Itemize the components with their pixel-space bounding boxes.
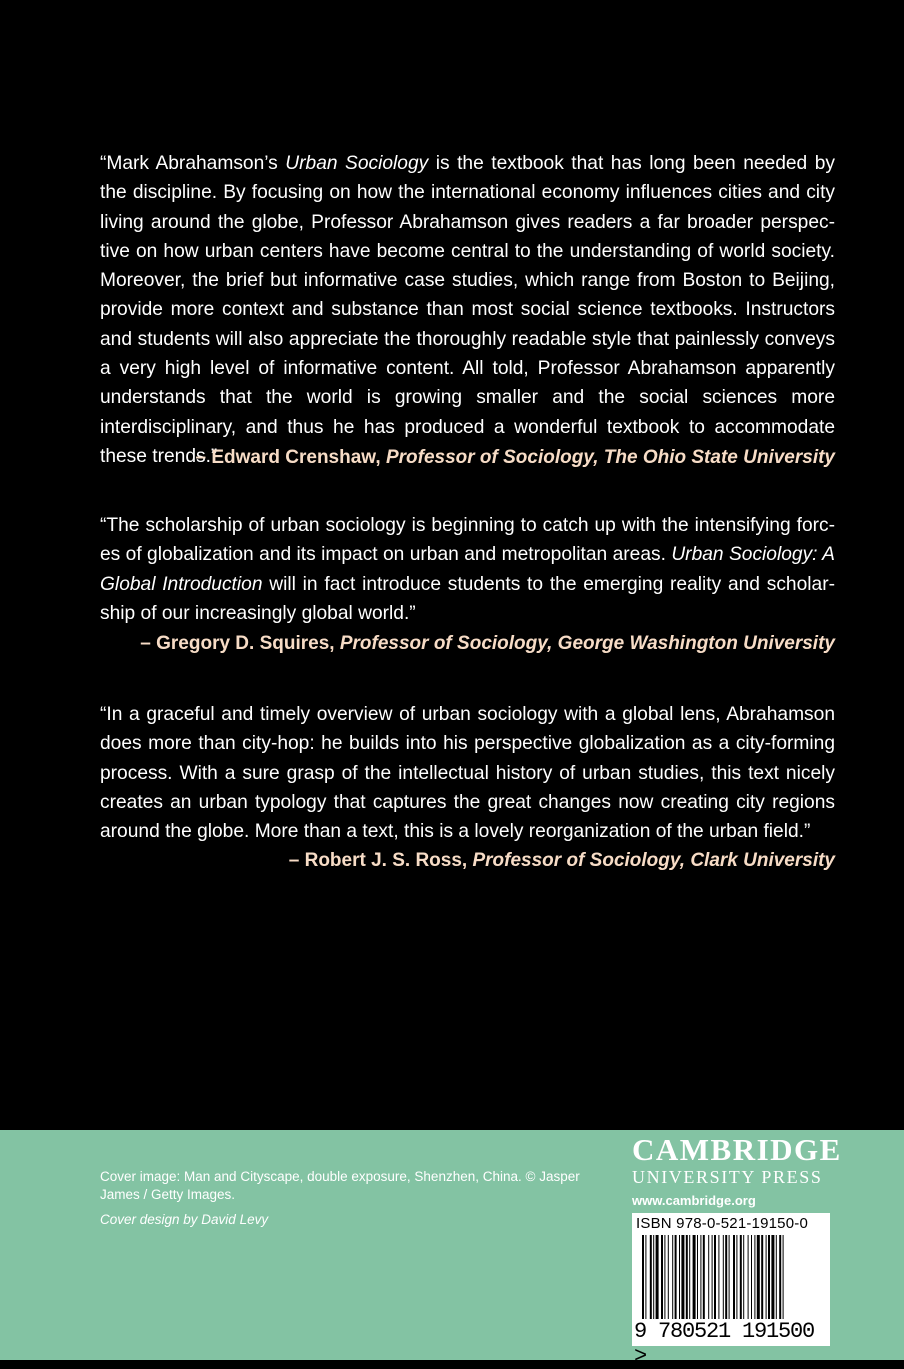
- publisher-subname: UNIVERSITY PRESS: [632, 1167, 823, 1187]
- publisher-logo: [632, 1132, 842, 1208]
- quote-text: “Mark Abrahamson’s: [100, 153, 286, 174]
- attribution-affiliation: Professor of Sociology, George Washington University: [339, 633, 835, 654]
- isbn-label: ISBN 978-0-521-19150-0: [636, 1215, 809, 1232]
- attribution-affiliation: Professor of Sociology, The Ohio State University: [385, 447, 835, 468]
- quote-crenshaw: [100, 149, 835, 471]
- quote-text: will in fact introduce students to the emerging reality and scholarship of our increasingly global world.”: [100, 573, 835, 624]
- attribution-author: – Edward Crenshaw,: [195, 447, 381, 468]
- quote-squires: [100, 511, 835, 628]
- quote-text: is the textbook that has long been needed by the discipline. By focusing on how the international economy influences cities and city living around the globe, Professor Abrahamson gives readers a far broader perspective on how urban centers have become central to the understanding of world society. Moreover, the brief but informative case studies, which range from Boston to Beijing, provide more context and substance than most social science textbooks. Instructors and students will also appreciate the thoroughly readable style that painlessly conveys a very high level of informative content. All told, Professor Abrahamson apparently understands that the world is growing smaller and the social sciences more interdisciplinary, and thus he has produced a wonderful textbook to accommodate these trends.”: [100, 153, 835, 467]
- quote-book-title: Urban Sociology: A Global Introduction: [100, 544, 835, 595]
- isbn-barcode: [632, 1213, 830, 1369]
- quote-text: “The scholarship of urban sociology is beginning to catch up with the intensifying forces of globalization and its impact on urban and metropolitan areas.: [100, 515, 835, 566]
- cover-design-credit: Cover design by David Levy: [100, 1212, 269, 1227]
- quote-ross: [100, 700, 835, 846]
- barcode-bars-icon: [636, 1235, 826, 1319]
- attribution-author: – Gregory D. Squires,: [140, 633, 335, 654]
- attribution-squires: [140, 633, 835, 655]
- publisher-url[interactable]: www.cambridge.org: [632, 1193, 756, 1208]
- publisher-name: CAMBRIDGE: [632, 1132, 842, 1167]
- quote-book-title: Urban Sociology: [285, 153, 429, 174]
- barcode-digits: 9 780521 191500 >: [634, 1319, 815, 1369]
- attribution-affiliation: Professor of Sociology, Clark University: [472, 850, 835, 871]
- attribution-author: – Robert J. S. Ross,: [288, 850, 468, 871]
- cover-image-credit: Cover image: Man and Cityscape, double exposure, Shenzhen, China. © Jasper James / Getty Images.: [100, 1169, 580, 1202]
- attribution-ross: [289, 850, 835, 872]
- footer-band: [0, 1130, 904, 1369]
- attribution-crenshaw: [196, 447, 835, 469]
- quote-text: “In a graceful and timely overview of urban sociology with a global lens, Abrahamson does more than city-hop: he builds into his perspective globalization as a city-forming process. With a sure grasp of the intellectual history of urban studies, this text nicely creates an urban typology that captures the great changes now creating city regions around the globe. More than a text, this is a lovely reorganization of the urban field.”: [100, 704, 835, 843]
